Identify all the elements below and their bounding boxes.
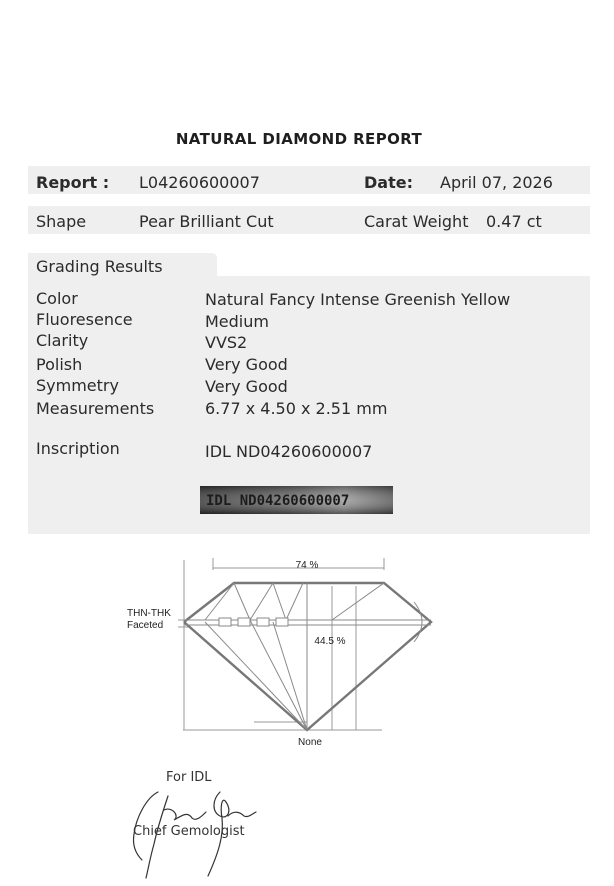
symmetry-value: Very Good bbox=[205, 377, 288, 396]
report-title: NATURAL DIAMOND REPORT bbox=[175, 130, 423, 148]
proportion-diagram bbox=[118, 550, 438, 755]
girdle-label: THN-THK bbox=[127, 608, 171, 619]
girdle-finish-label: Faceted bbox=[127, 620, 164, 631]
date-label: Date: bbox=[364, 173, 413, 192]
measurements-value: 6.77 x 4.50 x 2.51 mm bbox=[205, 399, 388, 418]
color-label: Color bbox=[36, 289, 78, 308]
for-idl-text: For IDL bbox=[166, 770, 212, 785]
measurements-label: Measurements bbox=[36, 399, 155, 418]
fluorescence-value: Medium bbox=[205, 312, 269, 331]
date-value: April 07, 2026 bbox=[440, 173, 553, 192]
chief-gemologist-title: Chief Gemologist bbox=[133, 824, 245, 839]
culet-label: None bbox=[298, 737, 322, 748]
polish-value: Very Good bbox=[205, 355, 288, 374]
carat-label: Carat Weight bbox=[364, 212, 469, 231]
inscription-value: IDL ND04260600007 bbox=[205, 442, 373, 461]
clarity-value: VVS2 bbox=[205, 333, 248, 352]
inscription-photo-text: IDL ND04260600007 bbox=[206, 493, 350, 509]
clarity-label: Clarity bbox=[36, 331, 89, 350]
shape-value: Pear Brilliant Cut bbox=[139, 212, 274, 231]
report-number: L04260600007 bbox=[139, 173, 260, 192]
color-value: Natural Fancy Intense Greenish Yellow bbox=[205, 290, 511, 309]
fluorescence-label: Fluoresence bbox=[36, 310, 133, 329]
table-percent-label: 74 % bbox=[295, 560, 319, 571]
inscription-label: Inscription bbox=[36, 439, 120, 458]
inscription-photo bbox=[200, 486, 393, 514]
depth-percent-label: 44.5 % bbox=[314, 636, 346, 647]
grading-header: Grading Results bbox=[36, 257, 163, 276]
report-label: Report : bbox=[36, 173, 110, 192]
polish-label: Polish bbox=[36, 355, 83, 374]
carat-value: 0.47 ct bbox=[486, 212, 542, 231]
symmetry-label: Symmetry bbox=[36, 376, 119, 395]
shape-label: Shape bbox=[36, 212, 87, 231]
